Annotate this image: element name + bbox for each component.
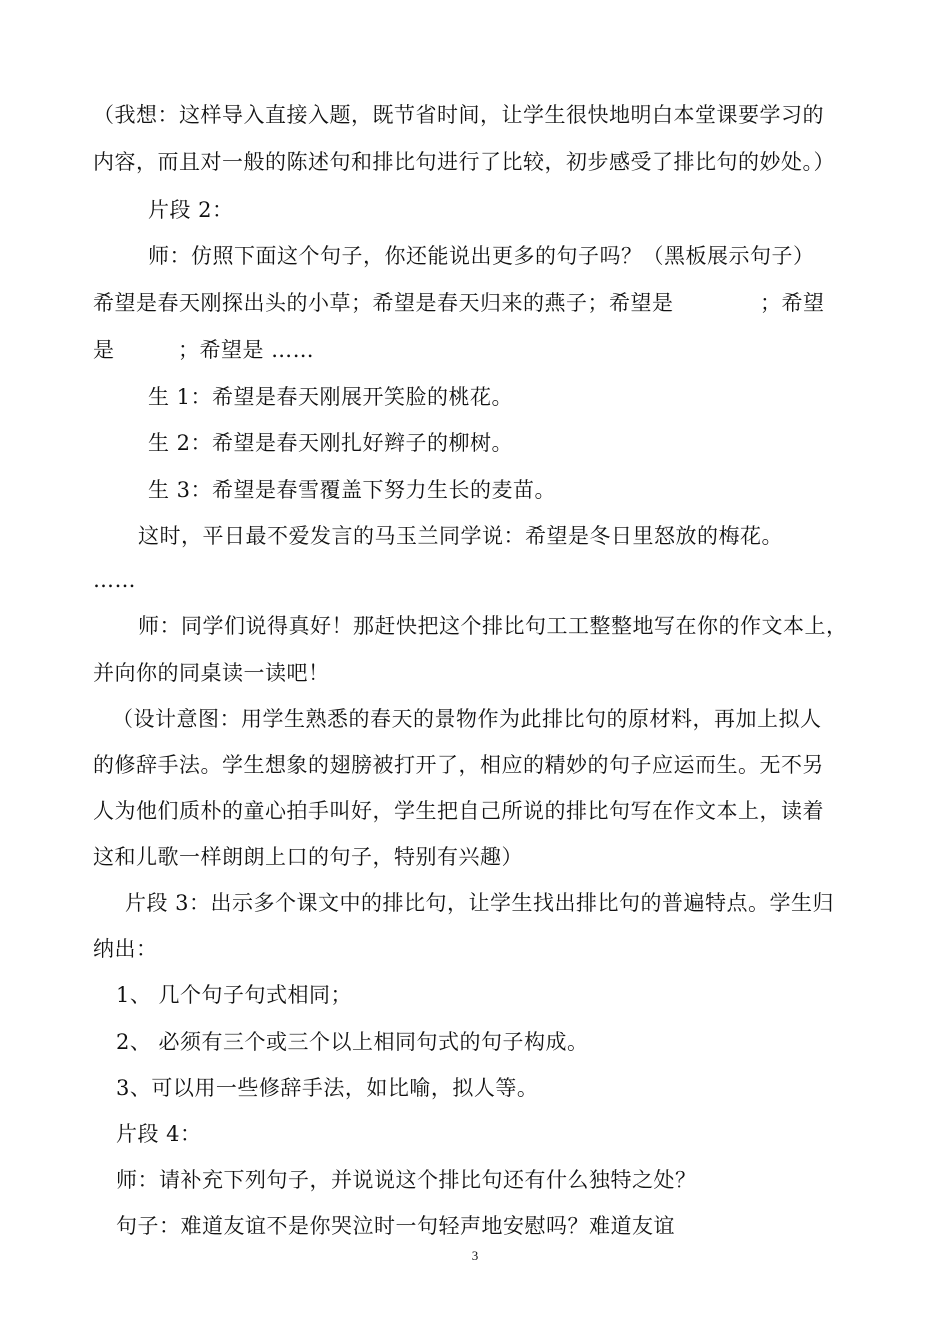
student-answer: 生 1：希望是春天刚展开笑脸的桃花。	[148, 385, 514, 409]
paragraph-line: 师：请补充下列句子，并说说这个排比句还有什么独特之处？	[116, 1168, 697, 1192]
paragraph-line: 纳出：	[93, 937, 158, 961]
paragraph-line: 内容，而且对一般的陈述句和排比句进行了比较，初步感受了排比句的妙处。）	[93, 150, 835, 174]
ellipsis-line: ……	[93, 568, 136, 592]
list-item: 3、可以用一些修辞手法，如比喻，拟人等。	[116, 1076, 539, 1100]
student-answer: 生 2：希望是春天刚扎好辫子的柳树。	[148, 431, 514, 455]
student-answer: 生 3：希望是春雪覆盖下努力生长的麦苗。	[148, 478, 557, 502]
section-heading: 片段 4：	[116, 1122, 202, 1146]
paragraph-line: 并向你的同桌读一读吧！	[93, 661, 330, 685]
paragraph-line: （我想：这样导入直接入题，既节省时间，让学生很快地明白本堂课要学习的	[93, 103, 824, 127]
paragraph-line: 师：仿照下面这个句子，你还能说出更多的句子吗？（黑板展示句子）	[148, 244, 815, 268]
paragraph-line: ；希望	[760, 291, 825, 315]
page-number: 3	[471, 1248, 479, 1263]
paragraph-line: 希望是春天刚探出头的小草；希望是春天归来的燕子；希望是	[93, 291, 674, 315]
paragraph-line: 这时，平日最不爱发言的马玉兰同学说：希望是冬日里怒放的梅花。	[138, 524, 783, 548]
paragraph-line: 的修辞手法。学生想象的翅膀被打开了，相应的精妙的句子应运而生。无不另	[93, 753, 824, 777]
paragraph-line: （设计意图：用学生熟悉的春天的景物作为此排比句的原材料，再加上拟人	[112, 707, 822, 731]
paragraph-line: 句子：难道友谊不是你哭泣时一句轻声地安慰吗？难道友谊	[116, 1214, 675, 1238]
paragraph-line: 人为他们质朴的童心拍手叫好，学生把自己所说的排比句写在作文本上，读着	[93, 799, 824, 823]
paragraph-line: 片段 3：出示多个课文中的排比句，让学生找出排比句的普遍特点。学生归	[125, 891, 835, 915]
paragraph-line: 这和儿歌一样朗朗上口的句子，特别有兴趣）	[93, 845, 523, 869]
paragraph-line: 是	[93, 338, 115, 362]
paragraph-line: ；希望是 ……	[178, 338, 315, 362]
section-heading: 片段 2：	[148, 198, 234, 222]
list-item: 2、 必须有三个或三个以上相同句式的句子构成。	[116, 1030, 589, 1054]
paragraph-line: 师：同学们说得真好！那赶快把这个排比句工工整整地写在你的作文本上，	[138, 614, 848, 638]
list-item: 1、 几个句子句式相同；	[116, 983, 353, 1007]
